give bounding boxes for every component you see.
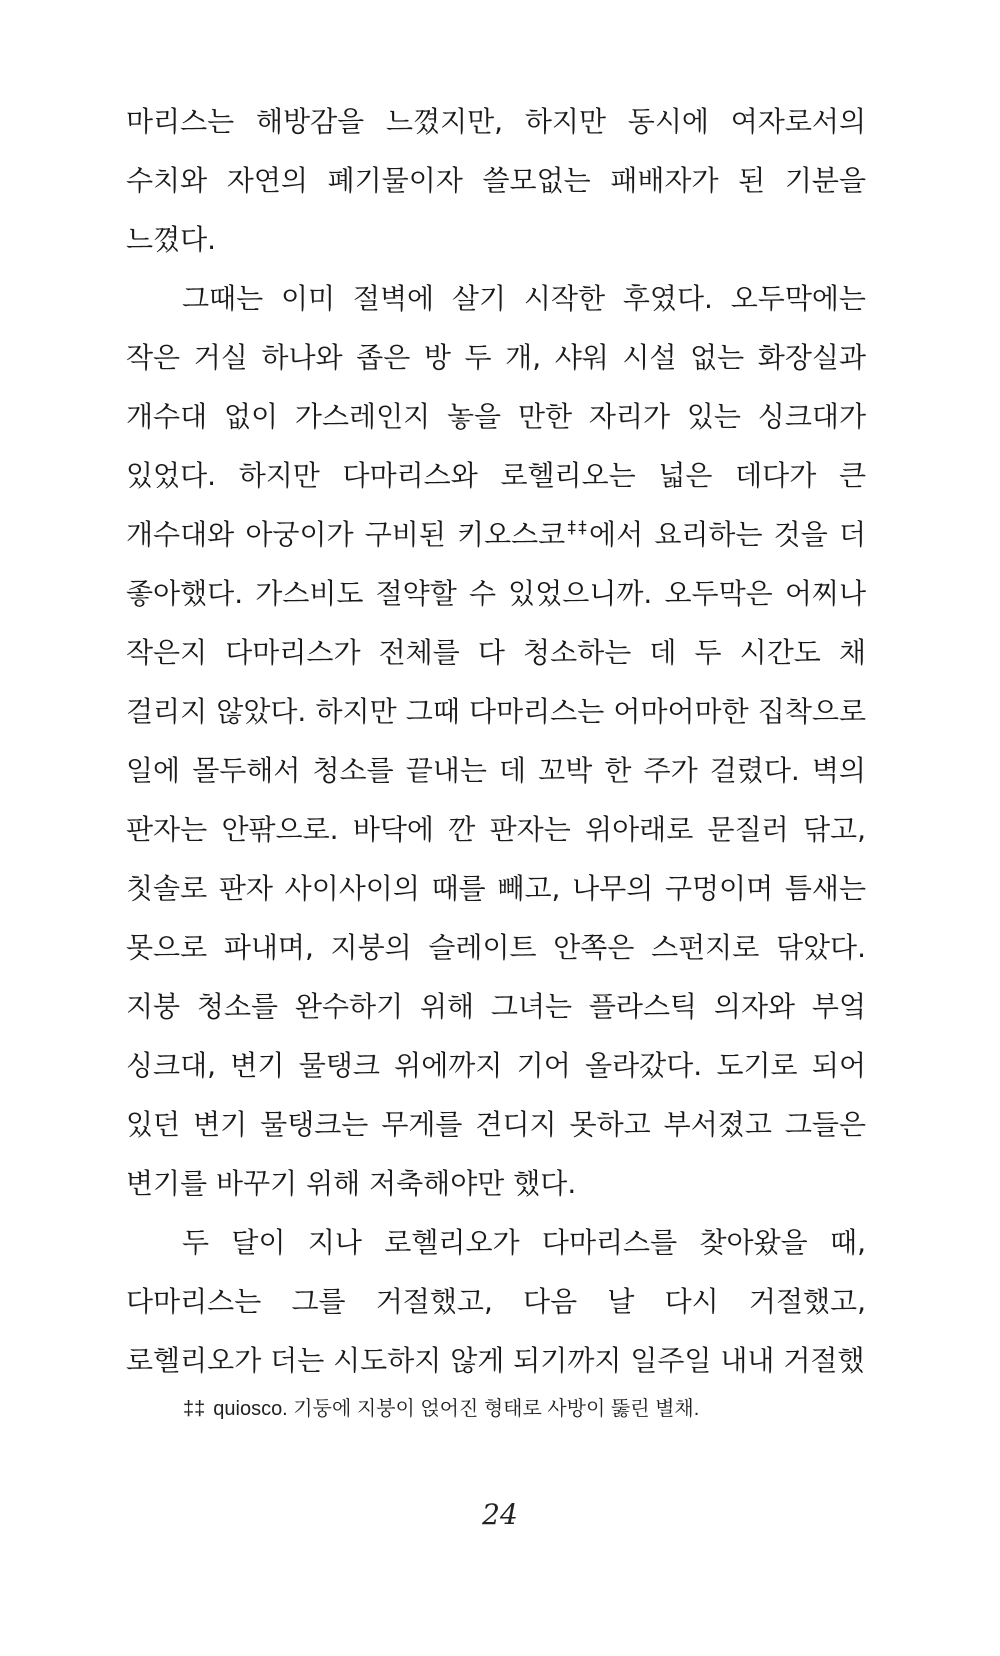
paragraph-3-text: 두 달이 지나 로헬리오가 다마리스를 찾아왔을 때, 다마리스는 그를 거절했고, 다음 날 다시 거절했고, 로헬리오가 더는 시도하지 않게 되기까지 일주일 내내 거절했 xyxy=(126,1226,866,1377)
body-text xyxy=(126,92,866,1390)
paragraph-1-text: 마리스는 해방감을 느꼈지만, 하지만 동시에 여자로서의 수치와 자연의 폐기물이자 쓸모없는 패배자가 된 기분을 느꼈다. xyxy=(126,105,866,256)
footnote-reference: ‡‡ xyxy=(565,518,590,538)
footnote-mark: ‡‡ xyxy=(183,1398,206,1420)
paragraph-3 xyxy=(126,1213,866,1390)
paragraph-1 xyxy=(126,92,866,269)
paragraph-2-text-after: 에서 요리하는 것을 더 좋아했다. 가스비도 절약할 수 있었으니까. 오두막은 어찌나 작은지 다마리스가 전체를 다 청소하는 데 두 시간도 채 걸리지 않았다. 하지만 그때 다마리스는 어마어마한 집착으로 일에 몰두해서 청소를 끝내는 데 꼬박 한 주가 걸렸다. 벽의 판자는 안팎으로. 바닥에 깐 판자는 위아래로 문질러 닦고, 칫솔로 판자 사이사이의 때를 빼고, 나무의 구멍이며 틈새는 못으로 파내며, 지붕의 슬레이트 안쪽은 스펀지로 닦았다. 지붕 청소를 완수하기 위해 그녀는 플라스틱 의자와 부엌 싱크대, 변기 물탱크 위에까지 기어 올라갔다. 도기로 되어 있던 변기 물탱크는 무게를 견디지 못하고 부서졌고 그들은 변기를 바꾸기 위해 저축해야만 했다. xyxy=(126,518,866,1200)
footnote-text: quiosco. 기둥에 지붕이 얹어진 형태로 사방이 뚫린 별채. xyxy=(213,1398,700,1420)
footnote xyxy=(183,1394,883,1424)
paragraph-2-text-before: 그때는 이미 절벽에 살기 시작한 후였다. 오두막에는 작은 거실 하나와 좁은 방 두 개, 샤워 시설 없는 화장실과 개수대 없이 가스레인지 놓을 만한 자리가 있는 싱크대가 있었다. 하지만 다마리스와 로헬리오는 넓은 데다가 큰 개수대와 아궁이가 구비된 키오스코 xyxy=(126,282,866,551)
page-number: 24 xyxy=(482,1498,518,1531)
paragraph-2 xyxy=(126,269,866,1213)
